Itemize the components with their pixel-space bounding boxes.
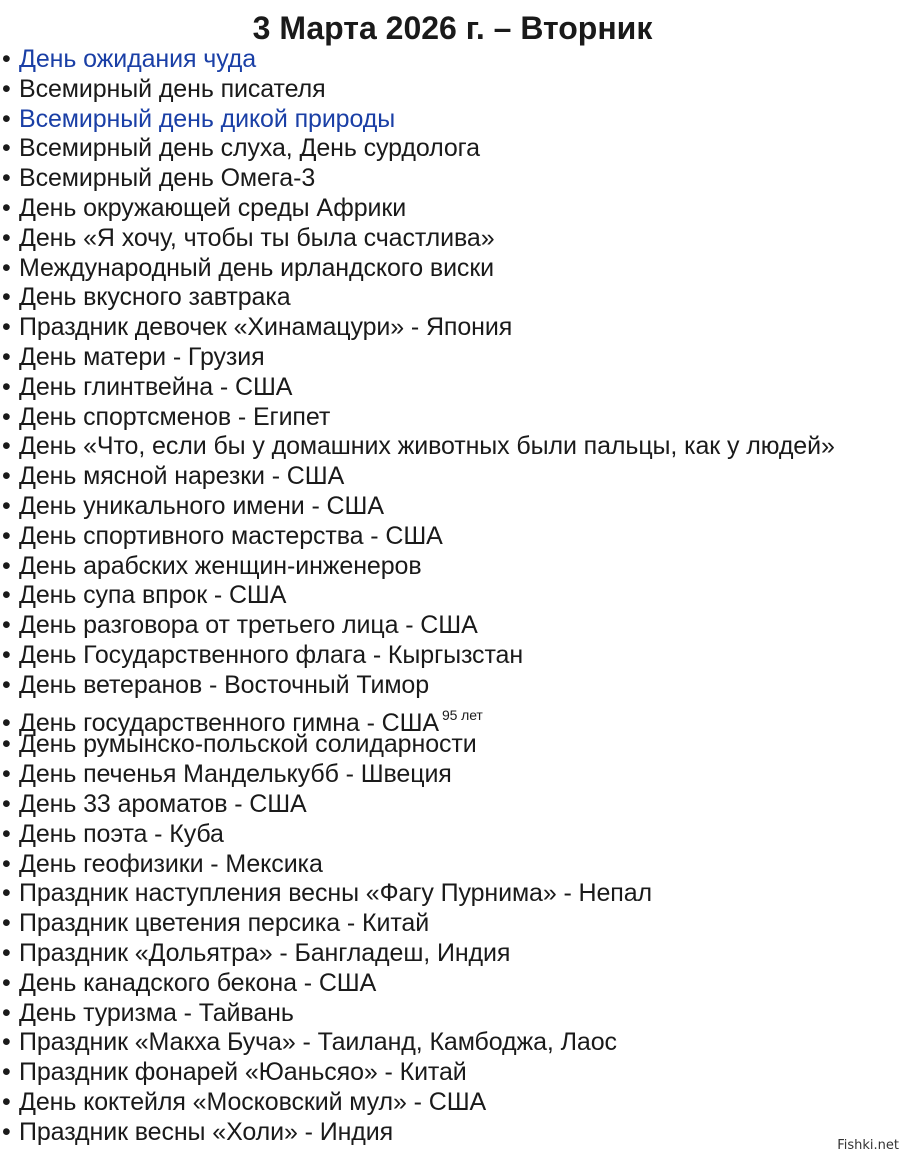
bullet-icon: • (2, 611, 11, 640)
list-item[interactable] (2, 45, 905, 75)
bullet-icon: • (2, 45, 11, 73)
list-item (2, 1028, 905, 1058)
holiday-label: Праздник девочек «Хинамацури» - Япония (19, 313, 513, 342)
list-item (2, 522, 905, 552)
holiday-label: Праздник «Макха Буча» - Таиланд, Камбоджа, Лаос (19, 1028, 617, 1057)
list-item (2, 820, 905, 850)
bullet-icon: • (2, 670, 11, 699)
list-item (2, 939, 905, 969)
page-title: 3 Марта 2026 г. – Вторник (252, 10, 653, 46)
bullet-icon: • (2, 283, 11, 312)
holiday-label: Всемирный день слуха, День сурдолога (19, 134, 480, 163)
bullet-icon: • (2, 640, 11, 669)
bullet-icon: • (2, 313, 11, 342)
list-item (2, 1058, 905, 1088)
list-item (2, 999, 905, 1029)
list-item (2, 462, 905, 492)
list-item (2, 969, 905, 999)
holiday-label: День румынско-польской солидарности (19, 730, 477, 759)
bullet-icon: • (2, 909, 11, 938)
list-item (2, 790, 905, 820)
list-item (2, 760, 905, 790)
bullet-icon: • (2, 1058, 11, 1087)
bullet-icon: • (2, 968, 11, 997)
holiday-list (2, 45, 905, 1147)
holiday-label: Праздник фонарей «Юаньсяо» - Китай (19, 1058, 467, 1087)
holiday-link[interactable]: Всемирный день дикой природы (19, 104, 396, 133)
holiday-label: День государственного гимна - США (19, 708, 439, 737)
anniversary-note: 95 лет (441, 706, 483, 723)
holiday-label: Всемирный день писателя (19, 74, 326, 103)
list-item (2, 313, 905, 343)
list-item[interactable] (2, 105, 905, 135)
bullet-icon: • (2, 134, 11, 163)
bullet-icon: • (2, 998, 11, 1027)
list-item (2, 581, 905, 611)
list-item (2, 879, 905, 909)
bullet-icon: • (2, 74, 11, 103)
holiday-label: День супа впрок - США (19, 581, 287, 610)
holiday-label: День «Что, если бы у домашних животных были пальцы, как у людей» (19, 432, 835, 461)
bullet-icon: • (2, 164, 11, 193)
holiday-label: День разговора от третьего лица - США (19, 611, 478, 640)
list-item (2, 850, 905, 880)
bullet-icon: • (2, 938, 11, 967)
bullet-icon: • (2, 1117, 11, 1146)
bullet-icon: • (2, 342, 11, 371)
list-item (2, 403, 905, 433)
bullet-icon: • (2, 760, 11, 789)
bullet-icon: • (2, 104, 11, 133)
bullet-icon: • (2, 551, 11, 580)
holiday-label: Всемирный день Омега-3 (19, 164, 316, 193)
holiday-label: День арабских женщин-инженеров (19, 551, 422, 580)
holiday-label: Праздник весны «Холи» - Индия (19, 1117, 394, 1146)
bullet-icon: • (2, 581, 11, 610)
list-item (2, 194, 905, 224)
holiday-label: Праздник цветения персика - Китай (19, 909, 430, 938)
list-item (2, 283, 905, 313)
bullet-icon: • (2, 432, 11, 461)
bullet-icon: • (2, 372, 11, 401)
list-item (2, 552, 905, 582)
holiday-label: День глинтвейна - США (19, 372, 293, 401)
bullet-icon: • (2, 253, 11, 282)
holiday-label: День ветеранов - Восточный Тимор (19, 670, 430, 699)
list-item (2, 75, 905, 105)
list-item (2, 224, 905, 254)
holiday-label: День коктейля «Московский мул» - США (19, 1087, 487, 1116)
bullet-icon: • (2, 521, 11, 550)
holiday-label: День уникального имени - США (19, 491, 384, 520)
list-item (2, 671, 905, 701)
bullet-icon: • (2, 789, 11, 818)
holiday-label: День матери - Грузия (19, 342, 265, 371)
holiday-label: День канадского бекона - США (19, 968, 377, 997)
bullet-icon: • (2, 849, 11, 878)
list-item (2, 254, 905, 284)
bullet-icon: • (2, 223, 11, 252)
holiday-label: День туризма - Тайвань (19, 998, 294, 1027)
holiday-label: День «Я хочу, чтобы ты была счастлива» (19, 223, 495, 252)
list-item (2, 909, 905, 939)
bullet-icon: • (2, 819, 11, 848)
holiday-label: День вкусного завтрака (19, 283, 291, 312)
list-item (2, 164, 905, 194)
holiday-label: День 33 ароматов - США (19, 789, 307, 818)
list-item (2, 1088, 905, 1118)
holiday-label: Международный день ирландского виски (19, 253, 495, 282)
holiday-label: День мясной нарезки - США (19, 462, 345, 491)
bullet-icon: • (2, 879, 11, 908)
holiday-link[interactable]: День ожидания чуда (19, 45, 257, 73)
bullet-icon: • (2, 402, 11, 431)
list-item (2, 343, 905, 373)
bullet-icon: • (2, 1028, 11, 1057)
bullet-icon: • (2, 708, 11, 737)
holiday-label: День печенья Манделькубб - Швеция (19, 760, 452, 789)
holiday-label: День Государственного флага - Кыргызстан (19, 640, 524, 669)
holiday-label: День спортивного мастерства - США (19, 521, 443, 550)
bullet-icon: • (2, 730, 11, 759)
list-item (2, 730, 905, 760)
holiday-label: Праздник наступления весны «Фагу Пурнима» - Непал (19, 879, 653, 908)
list-item (2, 611, 905, 641)
list-item (2, 373, 905, 403)
list-item (2, 134, 905, 164)
holiday-label: День окружающей среды Африки (19, 193, 407, 222)
watermark-logo: Fishki.net (837, 1138, 899, 1153)
holiday-label: Праздник «Дольятра» - Бангладеш, Индия (19, 938, 511, 967)
list-item (2, 492, 905, 522)
bullet-icon: • (2, 1087, 11, 1116)
list-item (2, 432, 905, 462)
bullet-icon: • (2, 462, 11, 491)
list-item (2, 701, 905, 737)
holiday-label: День геофизики - Мексика (19, 849, 323, 878)
bullet-icon: • (2, 491, 11, 520)
holiday-label: День спортсменов - Египет (19, 402, 331, 431)
list-item (2, 641, 905, 671)
list-item (2, 1118, 905, 1148)
holiday-label: День поэта - Куба (19, 819, 224, 848)
bullet-icon: • (2, 193, 11, 222)
